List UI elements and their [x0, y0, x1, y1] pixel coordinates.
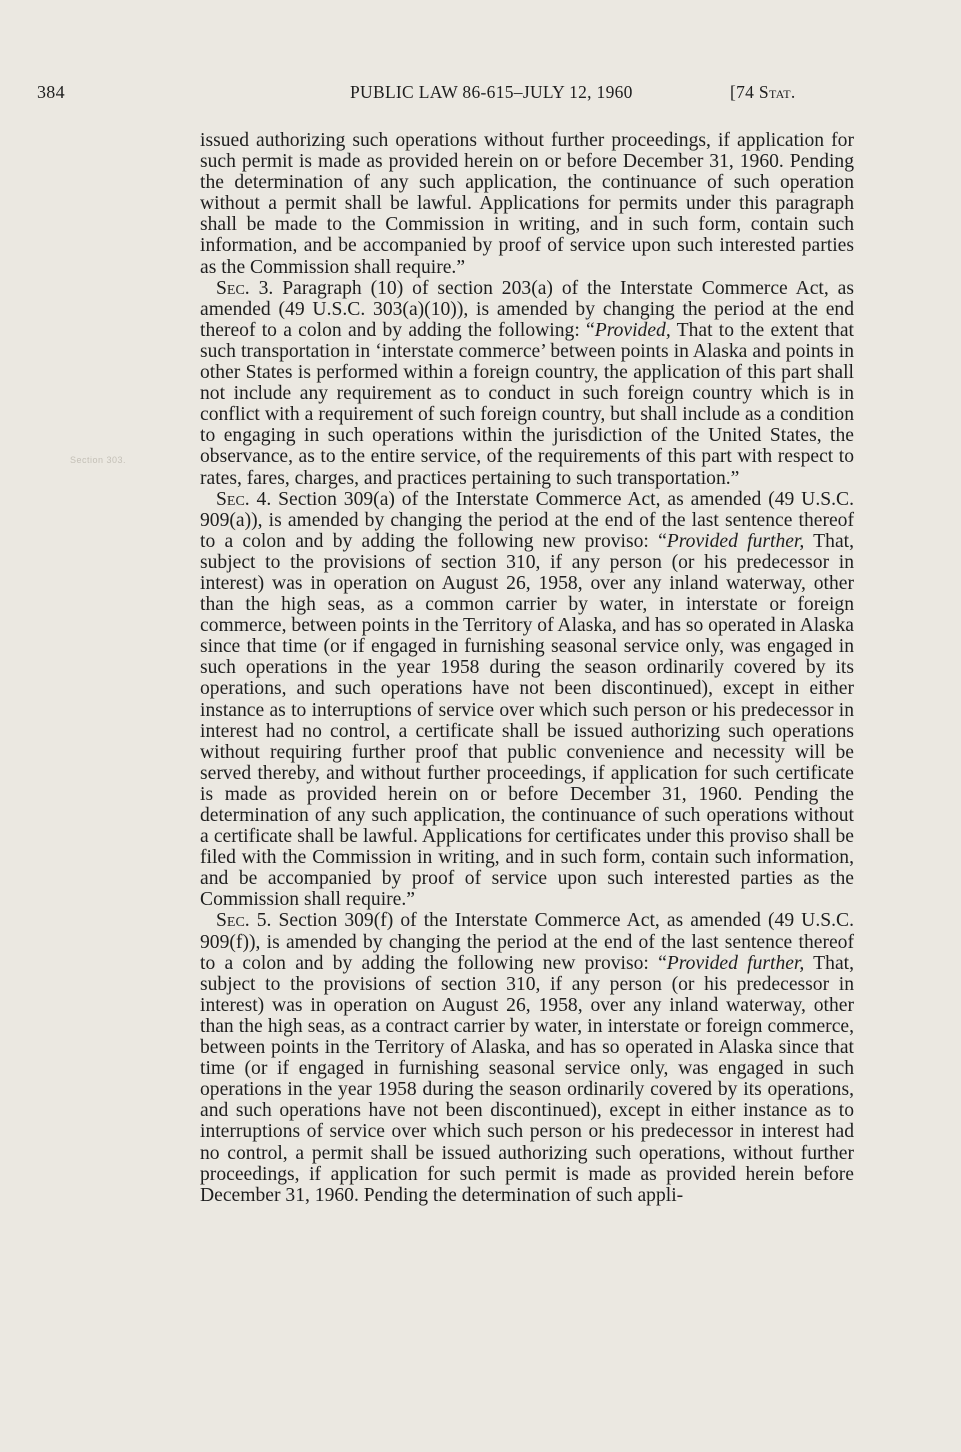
page-header	[0, 82, 961, 108]
proviso-term: Provided further,	[666, 530, 805, 552]
document-body	[200, 130, 854, 1206]
paragraph-text: Section 309(a) of the Interstate Commerce Act, as amended (49 U.S.C. 909(a)), is amended by changing the period at the end of the last sentence thereof to a colon and by adding the following new proviso: “	[200, 488, 854, 552]
paragraph-text: Section 309(f) of the Interstate Commerce Act, as amended (49 U.S.C. 909(f)), is amended by changing the period at the end of the last sentence thereof to a colon and by adding the following new proviso: “	[200, 910, 854, 974]
running-title: PUBLIC LAW 86-615–JULY 12, 1960	[350, 82, 633, 102]
statute-reference	[730, 82, 796, 103]
section-paragraph	[200, 489, 854, 911]
section-heading: Sec. 4.	[216, 488, 272, 510]
statute-volume: [74	[730, 82, 755, 102]
paragraph-text: That to the extent that such transportation in ‘interstate commerce’ between points in Alaska and points in other States is performed within a foreign country, the application of this part shall not include any requirement as to conduct in such foreign country which is in conflict with a requirement of such foreign country, but shall include as a condition to engaging in such operations within the jurisdiction of the United States, the observance, as to the entire service, of the requirements of this part with respect to rates, fares, charges, and practices pertaining to such transportation.”	[200, 319, 854, 489]
paragraph: issued authorizing such operations without further proceedings, if application for such permit is made as provided herein on or before December 31, 1960. Pending the determination of any such application, the continuance of such operation without a permit shall be lawful. Applications for permits under this paragraph shall be made to the Commission in writing, and in such form, contain such information, and be accompanied by proof of service upon such interested parties as the Commission shall require.”	[200, 130, 854, 278]
section-paragraph	[200, 910, 854, 1205]
section-paragraph	[200, 278, 854, 489]
statute-label: Stat.	[758, 82, 796, 102]
margin-note: Section 303.	[70, 455, 127, 465]
paragraph-text: Paragraph (10) of section 203(a) of the Interstate Commerce Act, as amended (49 U.S.C. 303(a)(10)), is amended by changing the period at the end thereof to a colon and by adding the following: “	[200, 277, 854, 341]
paragraph-text: That, subject to the provisions of section 310, if any person (or his predecessor in interest) was in operation on August 26, 1958, over any inland waterway, other than the high seas, as a contract carrier by water, in interstate or foreign commerce, between points in the Territory of Alaska, and has so operated in Alaska since that time (or if engaged in furnishing seasonal service only, was engaged in such operations in the year 1958 during the season ordinarily covered by its operations, and such operations have not been discontinued), except in either instance as to interruptions of service over which such person or his predecessor in interest had no control, a permit shall be issued authorizing such operations, without further proceedings, if application for such permit is made as provided herein before December 31, 1960. Pending the determination of such appli-	[200, 952, 854, 1206]
paragraph-text: That, subject to the provisions of section 310, if any person (or his predecessor in interest) was in operation on August 26, 1958, over any inland waterway, other than the high seas, as a common carrier by water, in interstate or foreign commerce, between points in the Territory of Alaska, and has so operated in Alaska since that time (or if engaged in furnishing seasonal service only, was engaged in such operations in the year 1958 during the season ordinarily covered by its operations, and such operations have not been discontinued), except in either instance as to interruptions of service over which such person or his predecessor in interest had no control, a certificate shall be issued authorizing such operations without requiring further proof that public convenience and necessity will be served thereby, and without further proceedings, if application for such certificate is made as provided herein on or before December 31, 1960. Pending the determination of any such application, the continuance of such operations without a certificate shall be lawful. Applications for certificates under this proviso shall be filed with the Commission in writing, and in such form, contain such information, and be accompanied by proof of service upon such interested parties as the Commission shall require.”	[200, 530, 854, 911]
proviso-term: Provided further,	[666, 952, 805, 974]
section-heading: Sec. 5.	[216, 910, 272, 932]
section-heading: Sec. 3.	[216, 277, 274, 299]
proviso-term: Provided,	[594, 319, 671, 341]
page-number: 384	[37, 82, 65, 102]
